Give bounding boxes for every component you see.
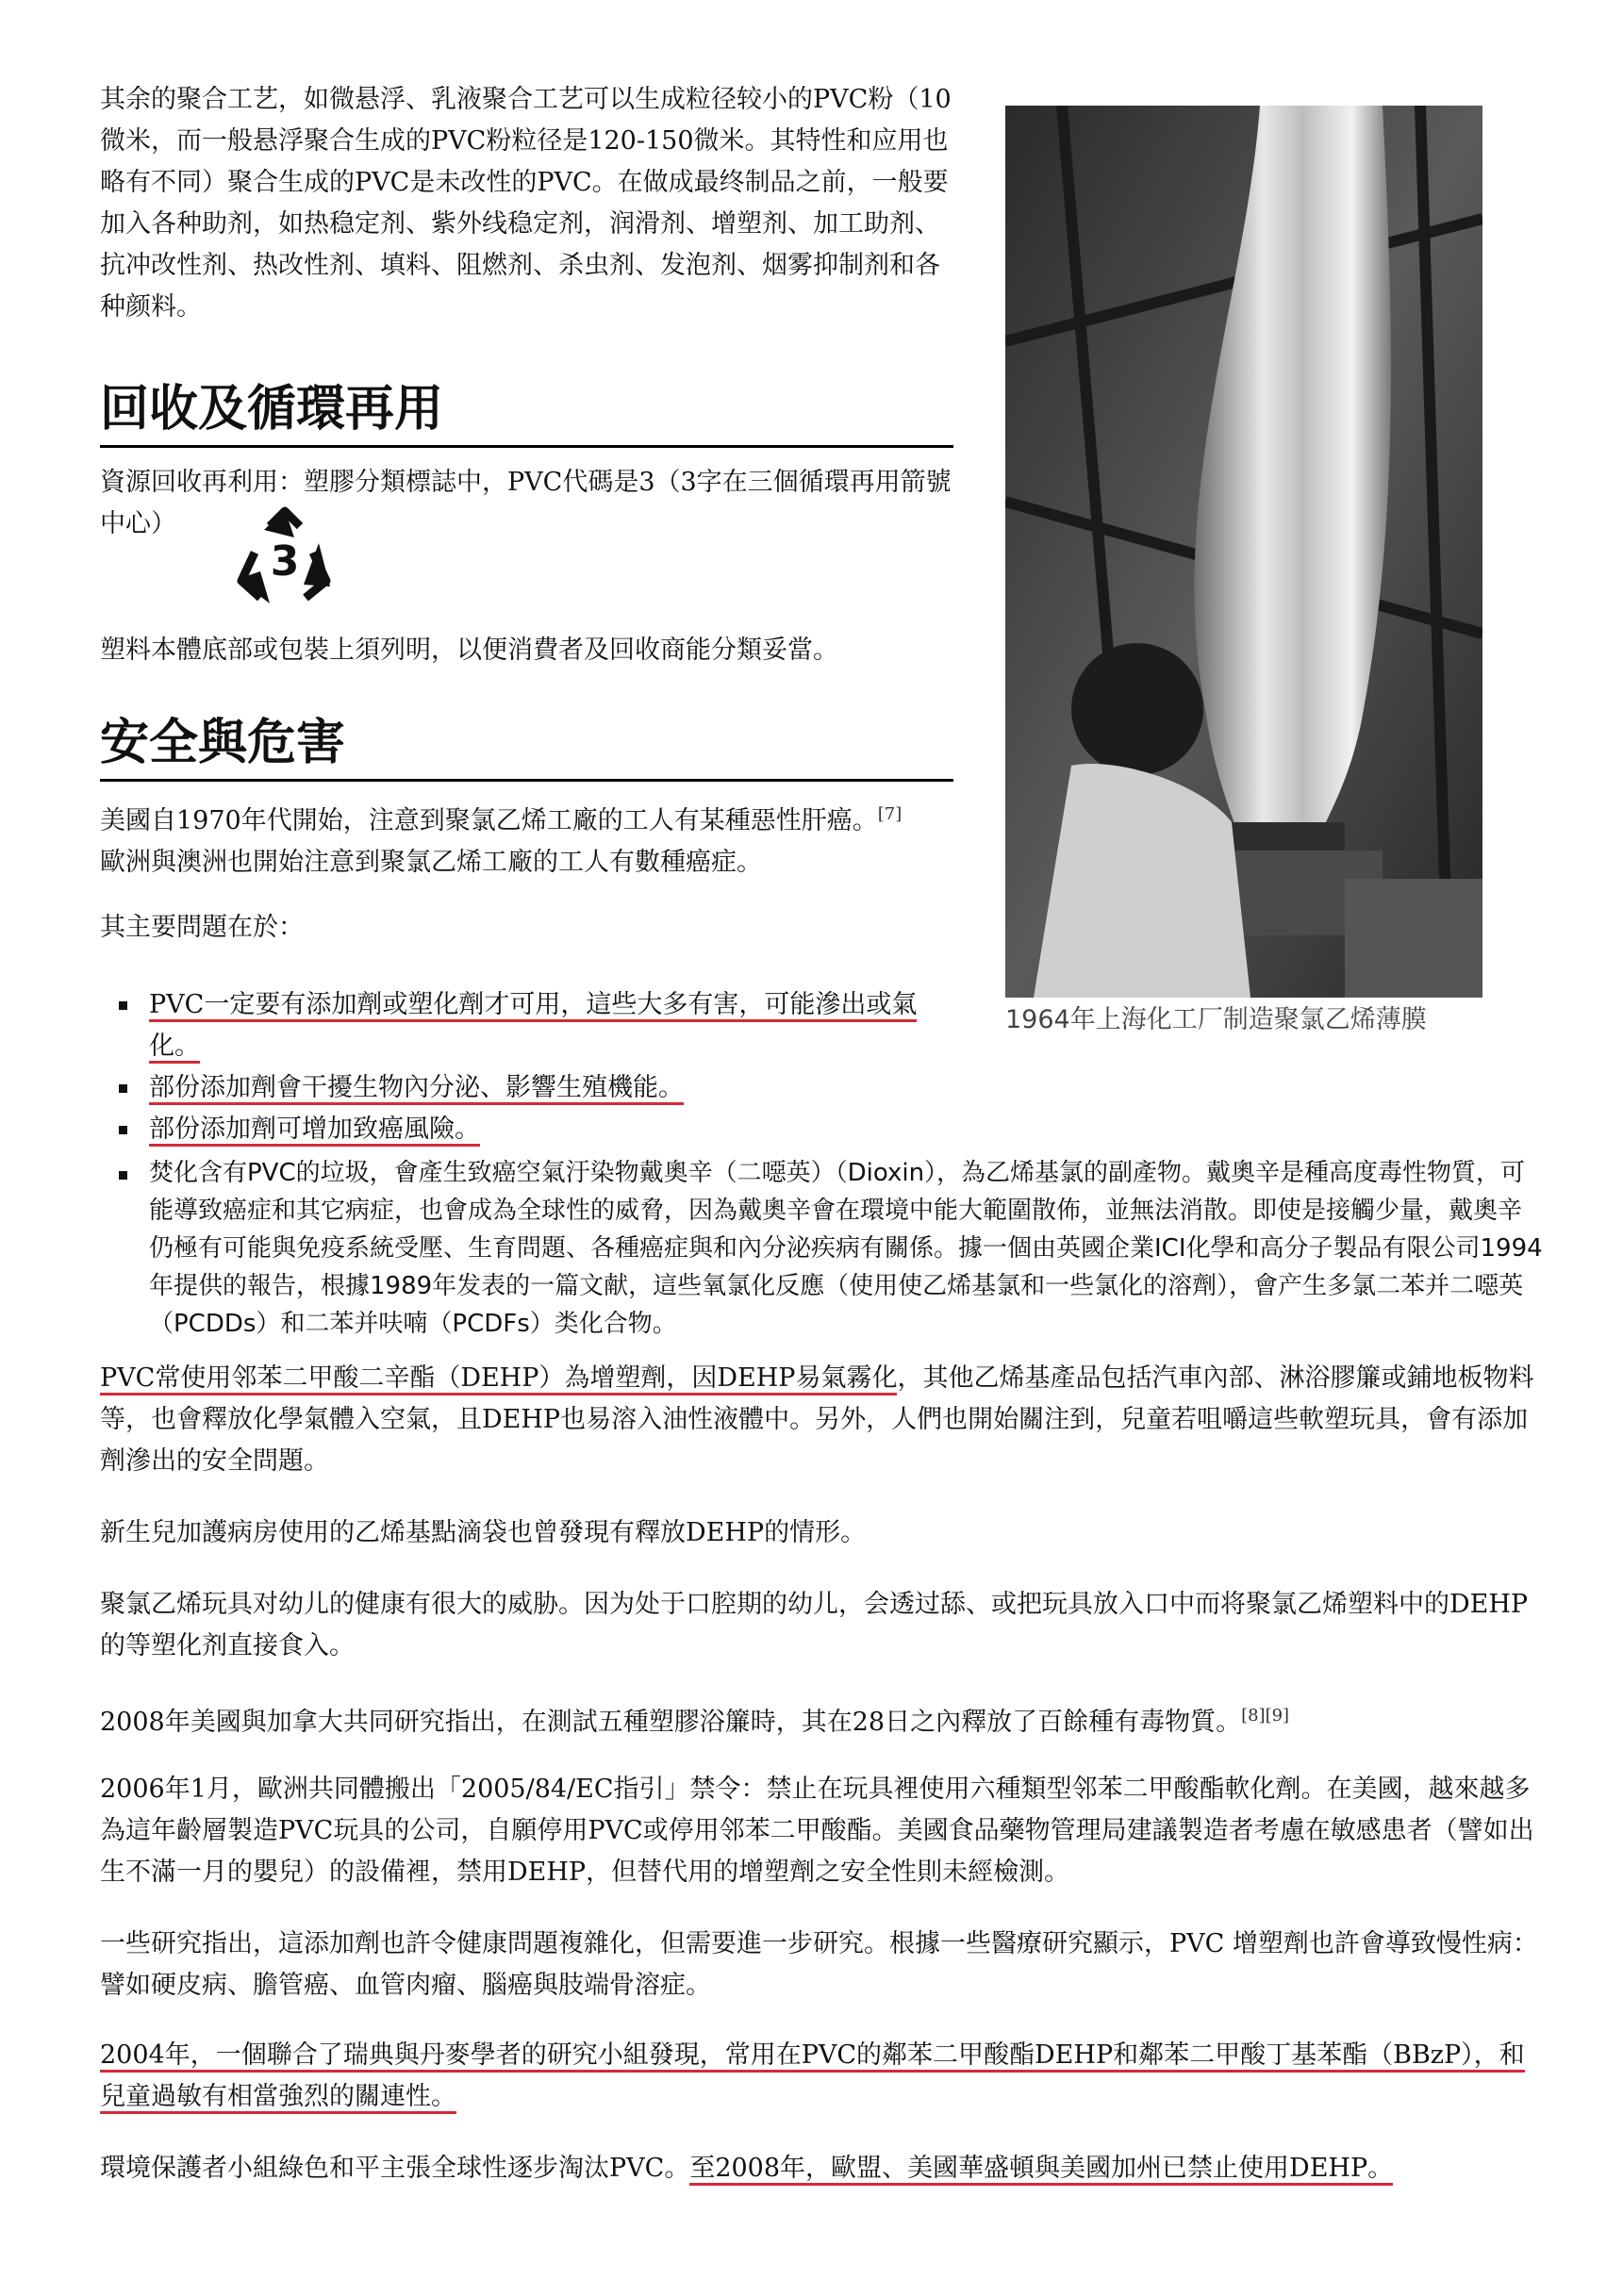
intro-paragraph: 其余的聚合工艺，如微悬浮、乳液聚合工艺可以生成粒径较小的PVC粉（10微米，而一般悬浮聚合生成的PVC粉粒径是120-150微米。其特性和应用也略有不同）聚合生成的PVC是未改性的PVC。在做成最终制品之前，一般要加入各种助剂，如热稳定剂、紫外线稳定剂，润滑剂、增塑剂、加工助剂、抗冲改性剂、热改性剂、填料、阻燃剂、杀虫剂、发泡剂、烟雾抑制剂和各种颜料。 [100, 85, 952, 322]
safety-heading: 安全與危害 [100, 713, 953, 782]
recycle-code-digit: 3 [270, 537, 300, 586]
risk-item-1 [100, 984, 953, 1067]
risk-list [100, 984, 953, 1150]
safety-p1b-text: 歐洲與澳洲也開始注意到聚氯乙烯工廠的工人有數種癌症。 [100, 848, 762, 877]
dehp-rest: ，其他乙烯基產品包括汽車內部、淋浴膠簾或鋪地板物料等，也會釋放化學氣體入空氣，且DEHP也易溶入油性液體中。另外，人們也開始關注到，兒童若咀嚼這些軟塑玩具，會有添加劑滲出的安全問題。 [100, 1363, 1534, 1476]
environment-highlight: 至2008年，歐盟、美國華盛頓與美國加州已禁止使用DEHP。 [689, 2154, 1393, 2186]
risk-list-continued [100, 1154, 1543, 1343]
year-2006-paragraph: 2006年1月，歐洲共同體搬出「2005/84/EC指引」禁令：禁止在玩具裡使用六種類型邻苯二甲酸酯軟化劑。在美國，越來越多為這年齡層製造PVC玩具的公司，自願停用PVC或停用邻苯二甲酸酯。美國食品藥物管理局建議製造者考慮在敏感患者（譬如出生不滿一月的嬰兒）的設備裡，禁用DEHP，但替代用的增塑劑之安全性則未經檢測。 [100, 1775, 1534, 1887]
year-2008-paragraph [100, 1695, 1543, 1743]
newborn-paragraph: 新生兒加護病房使用的乙烯基點滴袋也曾發現有釋放DEHP的情形。 [100, 1518, 867, 1547]
year-2004-highlight: 2004年，一個聯合了瑞典與丹麥學者的研究小組發現，常用在PVC的鄰苯二甲酸酯DEHP和鄰苯二甲酸丁基苯酯（BBzP），和兒童過敏有相當強烈的關連性。 [100, 2040, 1525, 2114]
environment-paragraph [100, 2148, 1543, 2189]
risk-item-4 [100, 1154, 1543, 1343]
risk-item-text: 焚化含有PVC的垃圾，會產生致癌空氣汙染物戴奧辛（二噁英）（Dioxin），為乙烯基氯的副產物。戴奧辛是種高度毒性物質，可能導致癌症和其它病症，也會成為全球性的威脅，因為戴奧辛會在環境中能大範圍散佈，並無法消散。即使是接觸少量，戴奧辛仍極有可能與免疫系統受壓、生育問題、各種癌症與和內分泌疾病有關係。據一個由英國企業ICI化學和高分子製品有限公司1994年提供的報告，根據1989年发表的一篇文献，這些氧氯化反應（使用使乙烯基氯和一些氯化的溶劑），會产生多氯二苯并二噁英（PCDDs）和二苯并呋喃（PCDFs）类化合物。 [149, 1159, 1543, 1338]
safety-paragraph-2: 其主要問題在於： [100, 913, 304, 942]
pvc-film-photo [1005, 106, 1482, 998]
dehp-highlight: PVC常使用邻苯二甲酸二辛酯（DEHP）為增塑劑，因DEHP易氣霧化 [100, 1363, 897, 1396]
toys-paragraph: 聚氯乙烯玩具对幼儿的健康有很大的威胁。因为处于口腔期的幼儿，会透过舔、或把玩具放入口中而将聚氯乙烯塑料中的DEHP的等塑化剂直接食入。 [100, 1590, 1529, 1660]
risk-item-text: PVC一定要有添加劑或塑化劑才可用，這些大多有害，可能滲出或氣化。 [149, 990, 917, 1064]
risk-item-3 [100, 1109, 953, 1150]
year-2004-paragraph [100, 2035, 1543, 2118]
citation-8-9[interactable]: [8][9] [1241, 1706, 1290, 1726]
safety-paragraph-1 [100, 794, 953, 884]
safety-p1-text: 美國自1970年代開始，注意到聚氯乙烯工廠的工人有某種惡性肝癌。 [100, 806, 878, 835]
risk-item-2 [100, 1067, 953, 1109]
recycle-heading: 回收及循環再用 [100, 379, 953, 448]
environment-text: 環境保護者小組綠色和平主張全球性逐步淘汰PVC。 [100, 2154, 690, 2183]
recycle-text: 資源回收再利用：塑膠分類標誌中，PVC代碼是3（3字在三個循環再用箭號中心） [100, 468, 952, 538]
dehp-paragraph [100, 1358, 1543, 1482]
photo-caption: 1964年上海化工厂制造聚氯乙烯薄膜 [1005, 1005, 1427, 1034]
risk-item-text: 部份添加劑可增加致癌風險。 [149, 1115, 480, 1147]
risk-item-text: 部份添加劑會干擾生物內分泌、影響生殖機能。 [149, 1073, 684, 1105]
recycle-label-paragraph: 塑料本體底部或包裝上須列明，以便消費者及回收商能分類妥當。 [100, 636, 838, 665]
citation-7[interactable]: [7] [877, 804, 903, 824]
recycle-paragraph [100, 462, 953, 545]
year-2008-text: 2008年美國與加拿大共同研究指出，在測試五種塑膠浴簾時，其在28日之內釋放了百餘種有毒物質。 [100, 1708, 1242, 1737]
research-paragraph: 一些研究指出，這添加劑也許令健康問題複雜化，但需要進一步研究。根據一些醫療研究顯示，PVC 增塑劑也許會導致慢性病：譬如硬皮病、膽管癌、血管肉瘤、腦癌與肢端骨溶症。 [100, 1929, 1538, 2000]
recycle-code-3-icon [232, 505, 338, 609]
